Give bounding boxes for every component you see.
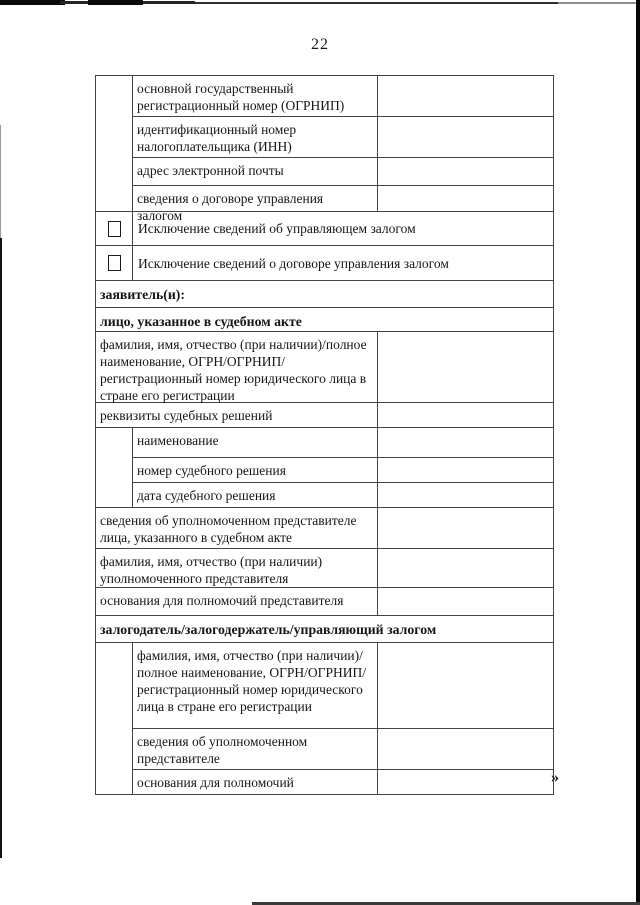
field-row-pledge-party-representative [133,728,553,769]
scan-edge-top [0,0,65,5]
field-value [377,458,553,482]
exclusion-label: Исключение сведений об управляющем залогом [138,221,416,236]
field-value [377,403,553,427]
section-person-in-court-act: лицо, указанное в судебном акте [96,308,553,332]
field-value [377,770,553,794]
field-label: основной государственный регистрационный номер (ОГРНИП) [137,81,345,113]
scan-edge-left [0,238,2,858]
field-row-ogrnip [133,76,553,116]
field-value [377,508,553,548]
field-row-decision-date [133,482,553,507]
field-value [377,76,553,116]
field-row-court-decisions [96,403,553,428]
field-row-email [133,157,553,185]
checkbox-unchecked-icon [108,255,121,271]
scan-edge-top [558,2,640,4]
field-row-pledge-contract [133,185,553,223]
field-value [377,643,553,728]
field-label: дата судебного решения [137,488,276,503]
section-pledge-parties: залогодатель/залогодержатель/управляющий залогом [96,616,553,643]
indent-cell [96,76,133,211]
field-row-inn [133,116,553,157]
field-label: фамилия, имя, отчество (при наличии) уполномоченного представителя [100,554,323,586]
field-label: адрес электронной почты [137,163,284,178]
field-value [377,117,553,157]
field-label: фамилия, имя, отчество (при наличии)/полное наименование, ОГРН/ОГРНИП/регистрационный номер юридического лица в стране его регистрации [100,337,367,403]
field-value [377,588,553,615]
field-row-representative-name [96,549,553,588]
indent-cell [96,643,133,794]
field-row-representative-authority [96,588,553,616]
field-row-court-act-name [96,332,553,403]
field-row-representative-info [96,508,553,549]
field-value [377,729,553,769]
form-table [95,75,554,795]
field-label: номер судебного решения [137,463,286,478]
field-row-decision-number [133,457,553,482]
scan-edge-left [0,125,1,240]
page-number: 22 [311,36,329,53]
scan-edge-top [88,0,143,5]
field-label: реквизиты судебных решений [100,408,273,423]
exclusion-row-contract [96,246,553,281]
field-row-decision-name [133,428,553,457]
field-label: фамилия, имя, отчество (при наличии)/полное наименование, ОГРН/ОГРНИП/регистрационный номер юридического лица в стране его регистрации [137,648,366,714]
indent-cell [96,428,133,507]
checkbox-unchecked-icon [108,221,121,237]
exclusion-row-manager [96,212,553,246]
closing-quote-mark: » [551,769,559,786]
field-value [377,483,553,507]
section-applicants: заявитель(и): [96,281,553,308]
field-label: наименование [137,433,219,448]
court-decision-group [96,428,553,508]
field-value [377,186,553,211]
field-value [377,428,553,457]
field-value [377,158,553,185]
field-label: основания для полномочий представителя [100,593,344,608]
checkbox-cell [96,246,133,280]
field-row-pledge-party-name [133,643,553,728]
field-value [377,332,553,402]
field-label: сведения о договоре управления залогом [137,191,324,223]
scan-edge-top [195,2,560,4]
field-label: сведения об уполномоченном представителе лица, указанного в судебном акте [100,513,357,545]
field-label: идентификационный номер налогоплательщика (ИНН) [137,122,297,154]
exclusion-label: Исключение сведений о договоре управления залогом [138,255,449,271]
field-label: основания для полномочий [137,775,294,790]
field-row-pledge-party-authority [133,769,553,794]
pledge-party-group [96,643,553,794]
registration-fields-group [96,76,553,223]
field-label: сведения об уполномоченном представителе [137,734,308,766]
field-value [377,549,553,587]
checkbox-cell [96,212,133,245]
scan-edge-right [636,0,640,905]
